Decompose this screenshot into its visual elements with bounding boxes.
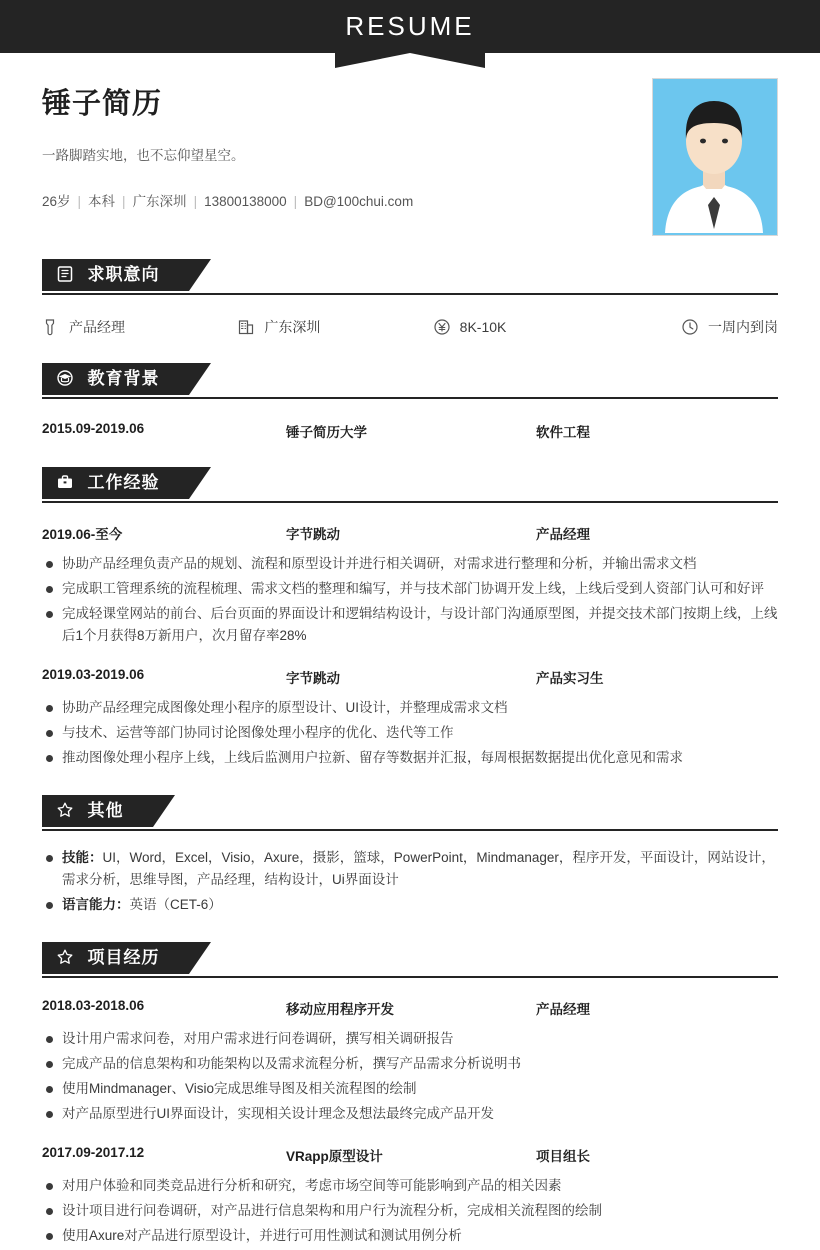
section-divider <box>42 293 778 295</box>
list-item: 协助产品经理负责产品的规划、流程和原型设计并进行相关调研，对需求进行整理和分析，并输出需求文档 <box>42 553 778 575</box>
skills-text: UI，Word，Excel，Visio，Axure，摄影，篮球，PowerPoint，Mindmanager，程序开发，平面设计，网站设计，需求分析，思维导图，产品经理，结构设计，Ui界面设计 <box>62 850 775 887</box>
section-bar <box>42 467 189 499</box>
motto-text: 一路脚踏实地，也不忘仰望星空。 <box>42 148 245 163</box>
briefcase-icon <box>56 265 74 283</box>
banner-title: RESUME <box>345 11 475 41</box>
section-divider <box>42 397 778 399</box>
resume-banner <box>0 0 820 53</box>
section-divider <box>42 976 778 978</box>
project-bullets <box>42 1175 778 1247</box>
work-bullets <box>42 553 778 647</box>
basic-email: BD@100chui.com <box>304 194 414 209</box>
avatar-illustration <box>653 79 775 233</box>
table-row <box>42 667 778 687</box>
list-item <box>42 847 778 891</box>
education-school: 锤子简历大学 <box>286 425 367 440</box>
resume-header <box>0 53 820 233</box>
section-projects <box>0 942 820 1247</box>
sep: | <box>293 194 298 209</box>
table-row <box>42 523 778 543</box>
section-bar <box>42 259 189 291</box>
list-item: 推动图像处理小程序上线，上线后监测用户拉新、留存等数据并汇报，每周根据数据提出优化意见和需求 <box>42 747 778 769</box>
list-item: 使用Axure对产品进行原型设计，并进行可用性测试和测试用例分析 <box>42 1225 778 1247</box>
avatar <box>652 78 778 236</box>
section-title: 求职意向 <box>87 265 160 284</box>
job-intent-row <box>42 317 778 337</box>
position-icon <box>42 318 60 336</box>
list-item: 使用Mindmanager、Visio完成思维导图及相关流程图的绘制 <box>42 1078 778 1100</box>
intent-salary <box>433 317 628 337</box>
intent-availability <box>628 317 778 337</box>
section-bar <box>42 363 189 395</box>
section-title: 教育背景 <box>87 369 160 388</box>
list-item: 完成职工管理系统的流程梳理、需求文档的整理和编写，并与技术部门协调开发上线，上线后受到人资部门认可和好评 <box>42 578 778 600</box>
sep: | <box>77 194 82 209</box>
salary-icon <box>433 318 451 336</box>
project-role: 项目组长 <box>536 1149 590 1164</box>
skills-label: 技能： <box>62 850 103 865</box>
project-name: 移动应用程序开发 <box>286 1002 394 1017</box>
project-role: 产品经理 <box>536 1002 590 1017</box>
language-text: 英语（CET-6） <box>129 897 222 912</box>
list-item: 对用户体验和同类竞品进行分析和研究，考虑市场空间等可能影响到产品的相关因素 <box>42 1175 778 1197</box>
sep: | <box>122 194 126 209</box>
intent-salary-text: 8K-10K <box>459 319 507 335</box>
project-name: VRapp原型设计 <box>286 1149 383 1164</box>
star-icon <box>56 801 74 819</box>
list-item: 设计用户需求问卷，对用户需求进行问卷调研，撰写相关调研报告 <box>42 1028 778 1050</box>
clock-icon <box>681 318 699 336</box>
table-row <box>42 421 778 441</box>
other-list <box>42 847 778 916</box>
table-row <box>42 1145 778 1165</box>
section-title: 工作经验 <box>87 473 160 492</box>
intent-city <box>237 317 432 337</box>
section-education <box>0 363 820 441</box>
work-date: 2019.03-2019.06 <box>42 667 145 682</box>
language-label: 语言能力： <box>62 897 130 912</box>
work-company: 字节跳动 <box>286 671 340 686</box>
list-item: 协助产品经理完成图像处理小程序的原型设计、UI设计，并整理成需求文档 <box>42 697 778 719</box>
education-date: 2015.09-2019.06 <box>42 421 145 436</box>
work-role: 产品实习生 <box>536 671 604 686</box>
work-role: 产品经理 <box>536 527 590 542</box>
list-item: 设计项目进行问卷调研，对产品进行信息架构和用户行为流程分析，完成相关流程图的绘制 <box>42 1200 778 1222</box>
project-date: 2017.09-2017.12 <box>42 1145 145 1160</box>
star-icon <box>56 948 74 966</box>
basic-city: 广东深圳 <box>132 194 187 209</box>
list-item: 完成产品的信息架构和功能架构以及需求流程分析，撰写产品需求分析说明书 <box>42 1053 778 1075</box>
work-bullets <box>42 697 778 769</box>
sep: | <box>193 194 198 209</box>
section-divider <box>42 829 778 831</box>
section-job-intent <box>0 259 820 337</box>
intent-availability-text: 一周内到岗 <box>707 319 778 335</box>
section-divider <box>42 501 778 503</box>
project-bullets <box>42 1028 778 1125</box>
intent-city-text: 广东深圳 <box>264 319 321 335</box>
section-other <box>0 795 820 916</box>
section-header-work <box>42 467 778 499</box>
building-icon <box>237 318 255 336</box>
bag-icon <box>56 473 74 491</box>
project-date: 2018.03-2018.06 <box>42 998 145 1013</box>
section-bar <box>42 795 153 827</box>
education-major: 软件工程 <box>536 425 590 440</box>
intent-position-text: 产品经理 <box>69 319 125 335</box>
section-header-other <box>42 795 778 827</box>
section-title: 项目经历 <box>87 948 160 967</box>
section-header-job-intent <box>42 259 778 291</box>
list-item: 完成轻课堂网站的前台、后台页面的界面设计和逻辑结构设计，与设计部门沟通原型图，并提交技术部门按期上线，上线后1个月获得8万新用户，次月留存率28% <box>42 603 778 647</box>
work-date: 2019.06-至今 <box>42 527 123 542</box>
section-header-projects <box>42 942 778 974</box>
list-item <box>42 894 778 916</box>
section-bar <box>42 942 189 974</box>
work-company: 字节跳动 <box>286 527 340 542</box>
section-header-education <box>42 363 778 395</box>
table-row <box>42 998 778 1018</box>
list-item: 对产品原型进行UI界面设计，实现相关设计理念及想法最终完成产品开发 <box>42 1103 778 1125</box>
cap-icon <box>56 369 74 387</box>
list-item: 与技术、运营等部门协同讨论图像处理小程序的优化、迭代等工作 <box>42 722 778 744</box>
page-title: 锤子简历 <box>42 88 163 120</box>
basic-degree: 本科 <box>88 194 116 209</box>
basic-phone: 13800138000 <box>204 194 287 209</box>
intent-position <box>42 317 237 337</box>
section-title: 其他 <box>87 801 124 820</box>
basic-age: 26岁 <box>42 194 71 209</box>
section-work <box>0 467 820 769</box>
